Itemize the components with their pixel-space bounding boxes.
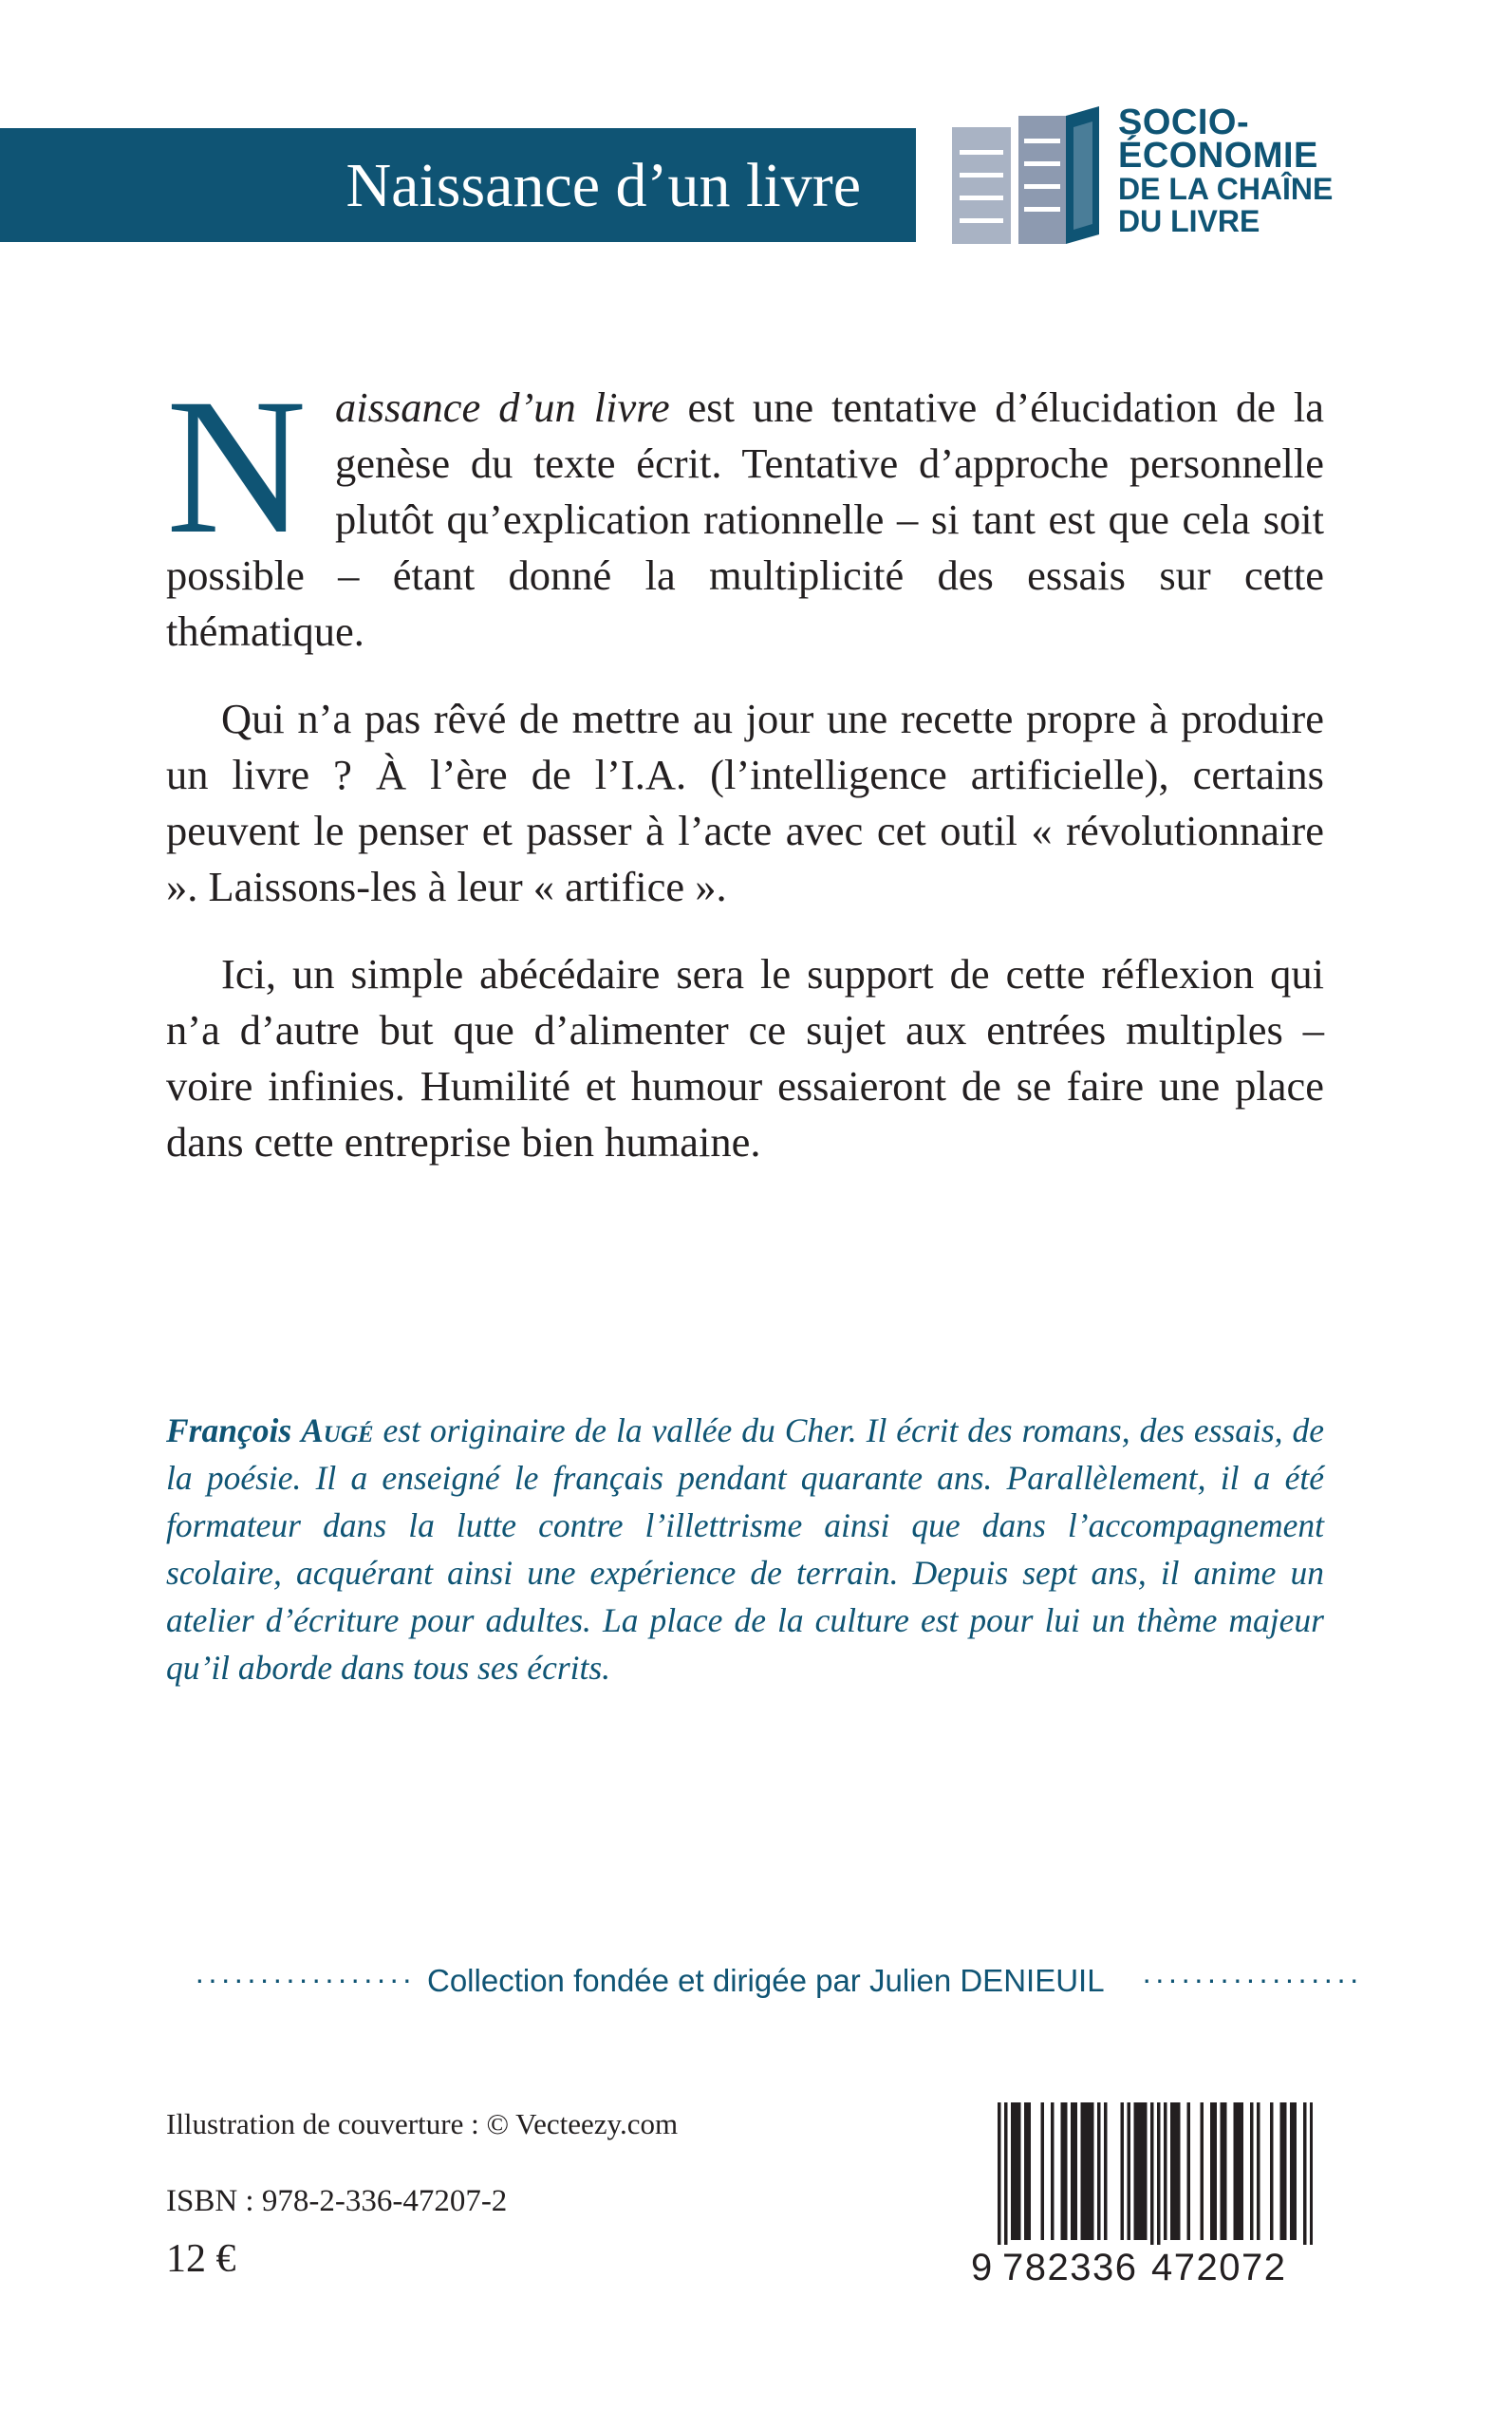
book-title: Naissance d’un livre xyxy=(345,151,861,220)
barcode-bar xyxy=(1011,2102,1015,2240)
drop-cap: N xyxy=(166,359,308,574)
summary-paragraph-2: Qui n’a pas rêvé de mettre au jour une recette propre à produire un livre ? À l’ère de l’I.A. (l’intelligence artificielle), certains peuvent le penser et passer à l’acte avec cet outil « révolutionnaire ». Laissons-les à leur « artifice ». xyxy=(166,695,1324,910)
barcode-digit-group-1: 782336 xyxy=(1002,2247,1138,2288)
barcode-bar xyxy=(1177,2102,1181,2240)
author-bio-text: est originaire de la vallée du Cher. Il écrit des romans, des essais, de la poésie. Il a enseigné le français pendant quarante ans. Parallèlement, il a été formateur dans la lutte contre l’illettrisme ainsi que dans l’accompagnement scolaire, acquérant ainsi une expérience de terrain. Depuis sept ans, il anime un atelier d’écriture pour adultes. La place de la culture est pour lui un thème majeur qu’il aborde dans tous ses écrits. xyxy=(166,1411,1324,1687)
barcode-bar xyxy=(1091,2102,1094,2240)
barcode-bar xyxy=(1141,2102,1145,2240)
barcode-bar xyxy=(998,2102,1001,2245)
barcode-bar xyxy=(1201,2102,1204,2240)
barcode-bar xyxy=(1051,2102,1055,2240)
back-cover-summary xyxy=(166,359,1324,1202)
barcode xyxy=(971,2102,1313,2292)
barcode-bar xyxy=(1223,2102,1227,2240)
barcode-bar xyxy=(1303,2102,1307,2245)
isbn: ISBN : 978-2-336-47207-2 xyxy=(166,2184,508,2218)
summary-paragraph-3: Ici, un simple abécédaire sera le support de cette réflexion qui n’a d’autre but que d’alimenter ce sujet aux entrées multiples – voire infinies. Humilité et humour essaieront de se faire une place dans cette entreprise bien humaine. xyxy=(166,950,1324,1166)
collection-name xyxy=(1118,103,1334,238)
barcode-bar xyxy=(1084,2102,1088,2240)
barcode-bar xyxy=(1174,2102,1178,2240)
barcode-bar xyxy=(1221,2102,1224,2240)
barcode-digit-first: 9 xyxy=(971,2247,993,2288)
barcode-bar xyxy=(1283,2102,1287,2240)
barcode-bar xyxy=(1015,2102,1018,2240)
barcode-bar xyxy=(1234,2102,1238,2240)
barcode-bar xyxy=(1074,2102,1078,2240)
collection-director: Collection fondée et dirigée par Julien DENIEUIL xyxy=(427,1963,1105,1998)
barcode-bar xyxy=(1214,2102,1218,2240)
logo-line-1: SOCIO- xyxy=(1118,103,1250,142)
author-last-name: Augé xyxy=(301,1411,374,1449)
barcode-bar xyxy=(1137,2102,1141,2240)
illustration-credit: Illustration de couverture : © Vecteezy.com xyxy=(166,2107,679,2140)
summary-paragraph-1 xyxy=(166,359,1324,660)
dotted-rule-right: ················· xyxy=(1141,1962,1362,1996)
barcode-bar xyxy=(1170,2102,1174,2240)
barcode-bar xyxy=(1164,2102,1167,2240)
barcode-bar xyxy=(1270,2102,1274,2240)
barcode-bar xyxy=(1121,2102,1125,2240)
barcode-bar xyxy=(1241,2102,1244,2240)
barcode-bar xyxy=(1104,2102,1108,2240)
barcode-bar xyxy=(1071,2102,1074,2240)
author-bio xyxy=(166,1407,1324,1691)
barcode-bar xyxy=(1097,2102,1101,2240)
barcode-bar xyxy=(1061,2102,1065,2240)
author-first-name: François xyxy=(166,1411,292,1449)
barcode-bar xyxy=(1128,2102,1131,2240)
barcode-bar xyxy=(1157,2102,1161,2245)
barcode-bar xyxy=(1187,2102,1191,2240)
barcode-bar xyxy=(1017,2102,1021,2240)
logo-line-2: ÉCONOMIE xyxy=(1118,136,1318,176)
barcode-bar xyxy=(1250,2102,1254,2240)
barcode-bar xyxy=(1294,2102,1297,2240)
dotted-rule-left: ················· xyxy=(195,1962,416,1996)
barcode-bar xyxy=(1004,2102,1008,2245)
price: 12 € xyxy=(166,2237,236,2281)
barcode-bar xyxy=(1134,2102,1138,2240)
summary-paragraph-1-text: est une tentative d’élucidation de la genèse du texte écrit. Tentative d’approche personnelle plutôt qu’explication rationnelle – si tant est que cela soit possible – étant donné la multiplicité des essais sur cette thématique. xyxy=(166,383,1324,655)
barcode-bar xyxy=(1064,2102,1068,2240)
book-stack-logo-icon xyxy=(952,106,1104,244)
barcode-bar xyxy=(1024,2102,1028,2240)
barcode-bar xyxy=(1210,2102,1214,2240)
barcode-bars xyxy=(971,2102,1313,2245)
barcode-bar xyxy=(1310,2102,1313,2245)
summary-title-italic: aissance d’un livre xyxy=(335,383,670,431)
barcode-bar xyxy=(1088,2102,1092,2240)
logo-line-3: DE LA CHAÎNE xyxy=(1118,172,1334,206)
barcode-bar xyxy=(1280,2102,1284,2240)
barcode-bar xyxy=(1041,2102,1045,2240)
barcode-bar xyxy=(1081,2102,1085,2240)
barcode-digit-group-2: 472072 xyxy=(1151,2247,1287,2288)
collection-logo xyxy=(952,103,1484,249)
barcode-bar xyxy=(1257,2102,1260,2240)
barcode-bar xyxy=(1144,2102,1148,2240)
collection-credit xyxy=(195,1960,1362,2008)
logo-line-4: DU LIVRE xyxy=(1118,204,1260,238)
barcode-bar xyxy=(1028,2102,1032,2240)
title-band xyxy=(0,128,916,242)
barcode-bar xyxy=(1290,2102,1294,2240)
barcode-bar xyxy=(1237,2102,1241,2240)
barcode-bar xyxy=(1150,2102,1154,2245)
